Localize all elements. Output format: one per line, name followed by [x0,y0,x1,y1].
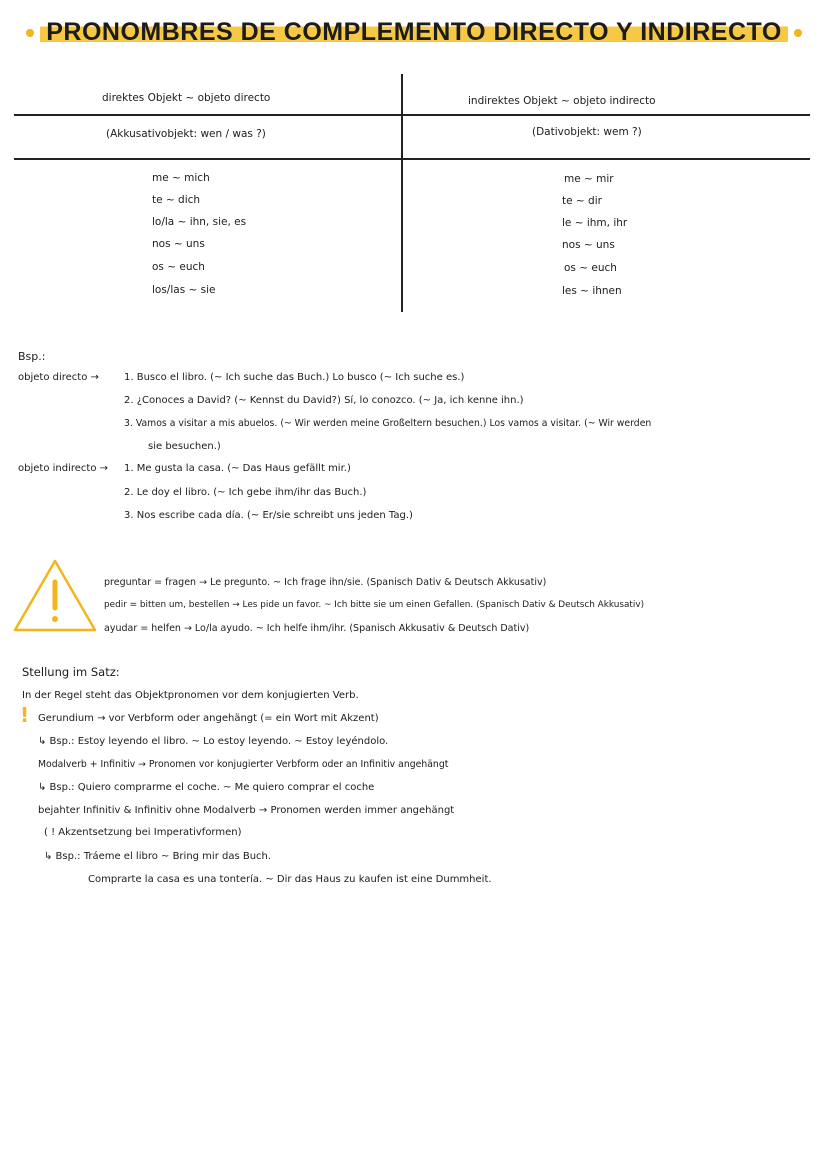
table-row: me ~ mir [564,173,614,185]
example-line: 1. Me gusta la casa. (~ Das Haus gefällt mir.) [124,463,351,474]
examples-label: Bsp.: [18,350,46,363]
rule-line: Comprarte la casa es una tontería. ~ Dir das Haus zu kaufen ist eine Dummheit. [88,874,492,885]
table-row: lo/la ~ ihn, sie, es [152,216,247,228]
table-row: te ~ dich [152,194,201,206]
table-row: os ~ euch [564,262,617,274]
table-row: le ~ ihm, ihr [562,217,628,229]
page-title: PRONOMBRES DE COMPLEMENTO DIRECTO Y INDIRECTO [0,18,828,47]
table-header-rule [14,158,810,160]
section-heading: Stellung im Satz: [22,665,120,679]
warning-line: ayudar = helfen → Lo/la ayudo. ~ Ich helfe ihm/ihr. (Spanisch Akkusativ & Deutsch Dativ) [104,623,530,634]
table-row: os ~ euch [152,261,205,273]
exclamation-icon: ! [20,703,30,727]
rule-line: bejahter Infinitiv & Infinitiv ohne Modalverb → Pronomen werden immer angehängt [38,805,455,816]
right-column-subheader: (Dativobjekt: wem ?) [532,126,642,138]
table-top-rule [14,114,810,116]
rule-line: ↳ Bsp.: Tráeme el libro ~ Bring mir das Buch. [44,851,272,862]
left-column-subheader: (Akkusativobjekt: wen / was ?) [106,128,266,140]
right-column-header: indirektes Objekt ~ objeto indirecto [468,95,656,107]
warning-line: pedir = bitten um, bestellen → Les pide un favor. ~ Ich bitte sie um einen Gefallen. (Spanisch Dativ & Deutsch Akkusativ) [104,600,645,610]
direct-object-label: objeto directo → [18,372,99,383]
bullet-dot-icon [26,29,34,37]
table-vertical-divider [401,74,403,312]
rule-line: ↳ Bsp.: Quiero comprarme el coche. ~ Me quiero comprar el coche [38,782,375,793]
example-line: 3. Vamos a visitar a mis abuelos. (~ Wir werden meine Großeltern besuchen.) Los vamos a visitar. (~ Wir werden [124,418,652,429]
warning-line: preguntar = fragen → Le pregunto. ~ Ich frage ihn/sie. (Spanisch Dativ & Deutsch Akkusativ) [104,577,547,588]
table-row: los/las ~ sie [152,284,216,296]
table-row: nos ~ uns [152,238,205,250]
warning-triangle-icon [12,558,98,634]
bullet-dot-icon [794,29,802,37]
example-line: 2. ¿Conoces a David? (~ Kennst du David?) Sí, lo conozco. (~ Ja, ich kenne ihn.) [124,395,524,406]
table-row: les ~ ihnen [562,285,622,297]
example-line: sie besuchen.) [148,441,221,452]
rule-line: ( ! Akzentsetzung bei Imperativformen) [44,827,242,838]
table-row: me ~ mich [152,172,210,184]
table-row: te ~ dir [562,195,602,207]
rule-line: Gerundium → vor Verbform oder angehängt (= ein Wort mit Akzent) [38,713,379,724]
indirect-object-label: objeto indirecto → [18,463,108,474]
rule-line: In der Regel steht das Objektpronomen vor dem konjugierten Verb. [22,690,359,701]
rule-line: Modalverb + Infinitiv → Pronomen vor konjugierter Verbform oder an Infinitiv angehängt [38,759,449,770]
table-row: nos ~ uns [562,239,615,251]
left-column-header: direktes Objekt ~ objeto directo [102,92,271,104]
example-line: 1. Busco el libro. (~ Ich suche das Buch.) Lo busco (~ Ich suche es.) [124,372,465,383]
example-line: 3. Nos escribe cada día. (~ Er/sie schreibt uns jeden Tag.) [124,510,413,521]
rule-line: ↳ Bsp.: Estoy leyendo el libro. ~ Lo estoy leyendo. ~ Estoy leyéndolo. [38,736,389,747]
example-line: 2. Le doy el libro. (~ Ich gebe ihm/ihr das Buch.) [124,487,367,498]
